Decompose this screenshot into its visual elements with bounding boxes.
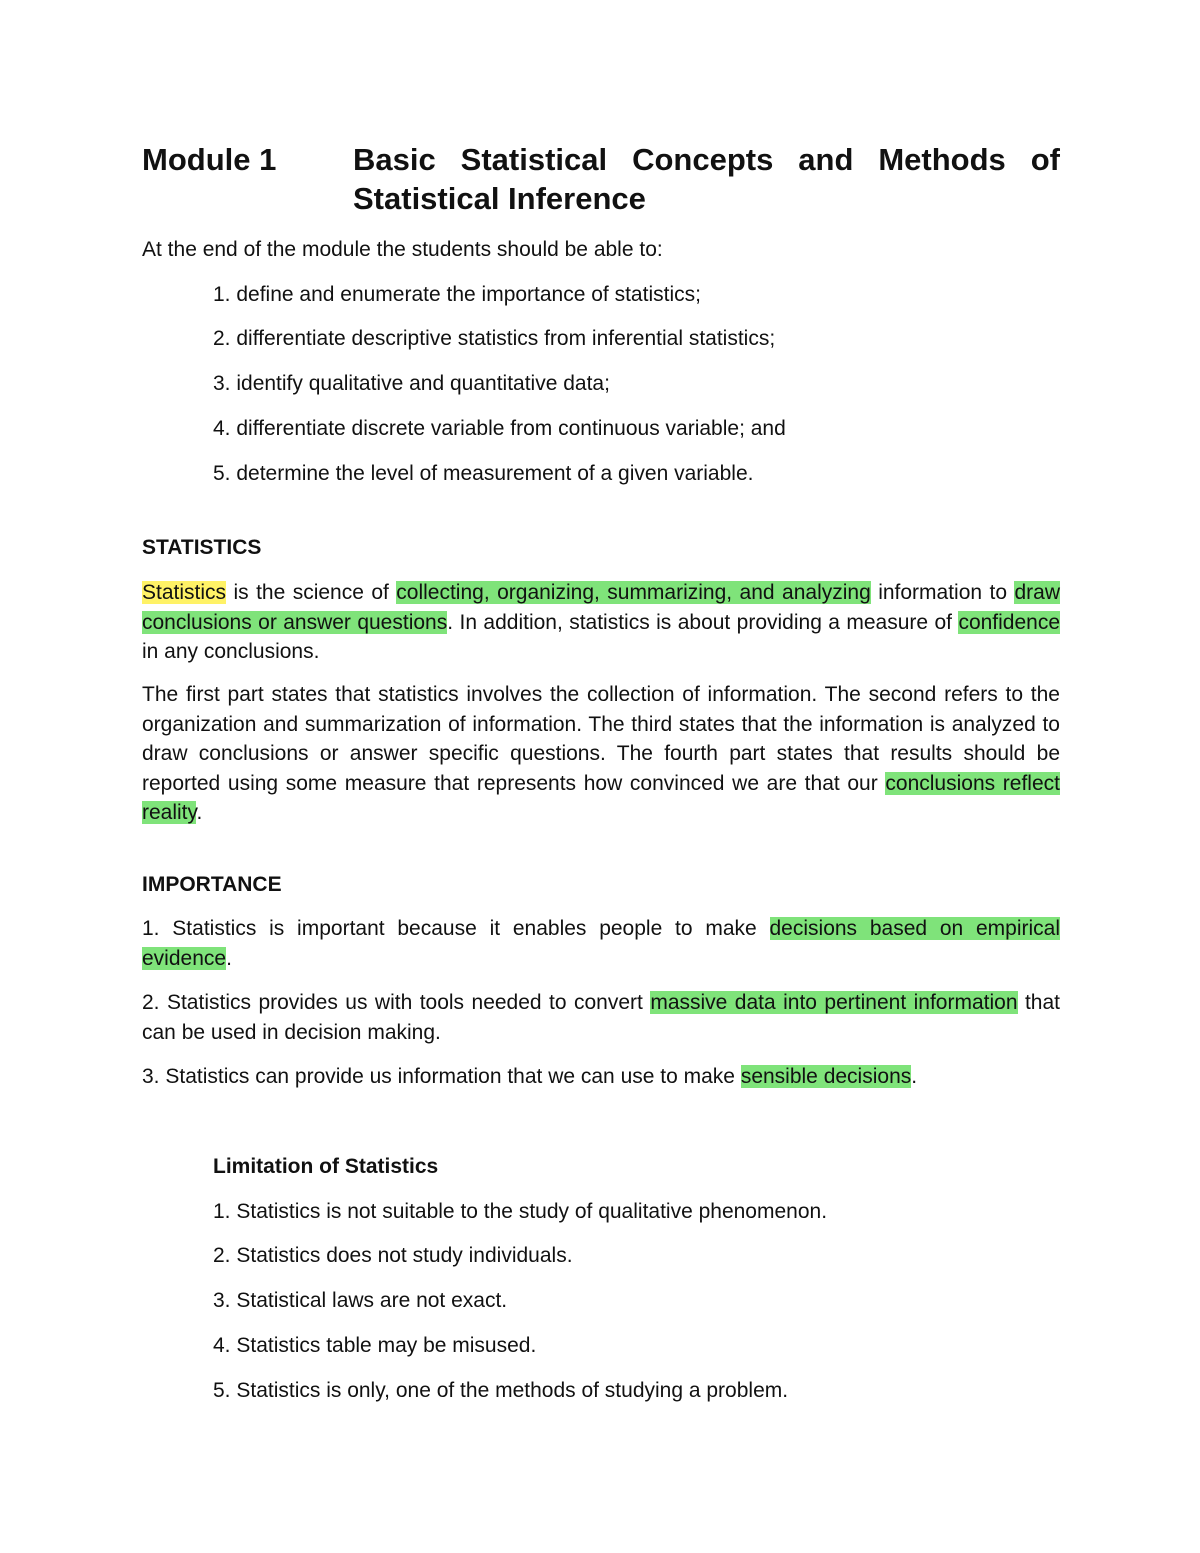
highlight-confidence: confidence	[958, 610, 1061, 634]
highlight-collecting: collecting, organizing, summarizing, and analyzing	[396, 581, 871, 604]
objective-item: 2. differentiate descriptive statistics from inferential statistics;	[213, 327, 776, 350]
limitation-heading: Limitation of Statistics	[213, 1155, 439, 1178]
highlight-empirical: decisions based on empirical evidence	[142, 917, 1061, 970]
objective-item: 4. differentiate discrete variable from continuous variable; and	[213, 417, 786, 440]
limitation-item: 1. Statistics is not suitable to the study of qualitative phenomenon.	[213, 1200, 828, 1223]
importance-item: 3. Statistics can provide us information that we can use to make sensible decisions.	[142, 1065, 918, 1088]
module-number: Module 1	[142, 142, 277, 177]
highlight-statistics: Statistics	[142, 581, 227, 604]
module-title: Basic Statistical Concepts and Methods of Statistical Inference	[353, 142, 1060, 216]
highlight-draw-conclusions: draw conclusions or answer questions	[142, 581, 1060, 634]
statistics-definition: Statistics is the science of collecting, organizing, summarizing, and analyzing information to draw conclusions or answer questions. In addition, statistics is about providing a measure of confidence in any conclusions.	[142, 581, 1061, 663]
objectives-intro: At the end of the module the students should be able to:	[142, 238, 663, 261]
limitation-item: 2. Statistics does not study individuals.	[213, 1244, 573, 1267]
highlight-massive-data: massive data into pertinent information	[650, 991, 1018, 1014]
importance-item: 2. Statistics provides us with tools needed to convert massive data into pertinent information that can be used in decision making.	[142, 991, 1060, 1044]
document-page	[142, 0, 1060, 1553]
limitation-item: 4. Statistics table may be misused.	[213, 1334, 537, 1357]
objective-item: 3. identify qualitative and quantitative data;	[213, 372, 610, 395]
importance-heading: IMPORTANCE	[142, 873, 282, 896]
limitation-item: 3. Statistical laws are not exact.	[213, 1289, 508, 1312]
limitation-item: 5. Statistics is only, one of the methods of studying a problem.	[213, 1379, 789, 1402]
highlight-sensible: sensible decisions	[740, 1065, 912, 1088]
statistics-explanation: The first part states that statistics involves the collection of information. The second refers to the organization and summarization of information. The third states that the information is analyzed to draw conclusions or answer specific questions. The fourth part states that results should be reported using some measure that represents how convinced we are that our conclusions reflect reality.	[142, 683, 1060, 824]
objective-item: 1. define and enumerate the importance of statistics;	[213, 283, 701, 306]
highlight-conclusions-reality: conclusions reflect reality	[142, 771, 1060, 824]
importance-item: 1. Statistics is important because it enables people to make decisions based on empirical evidence.	[142, 917, 1061, 970]
statistics-heading: STATISTICS	[142, 536, 262, 559]
objective-item: 5. determine the level of measurement of a given variable.	[213, 462, 754, 485]
